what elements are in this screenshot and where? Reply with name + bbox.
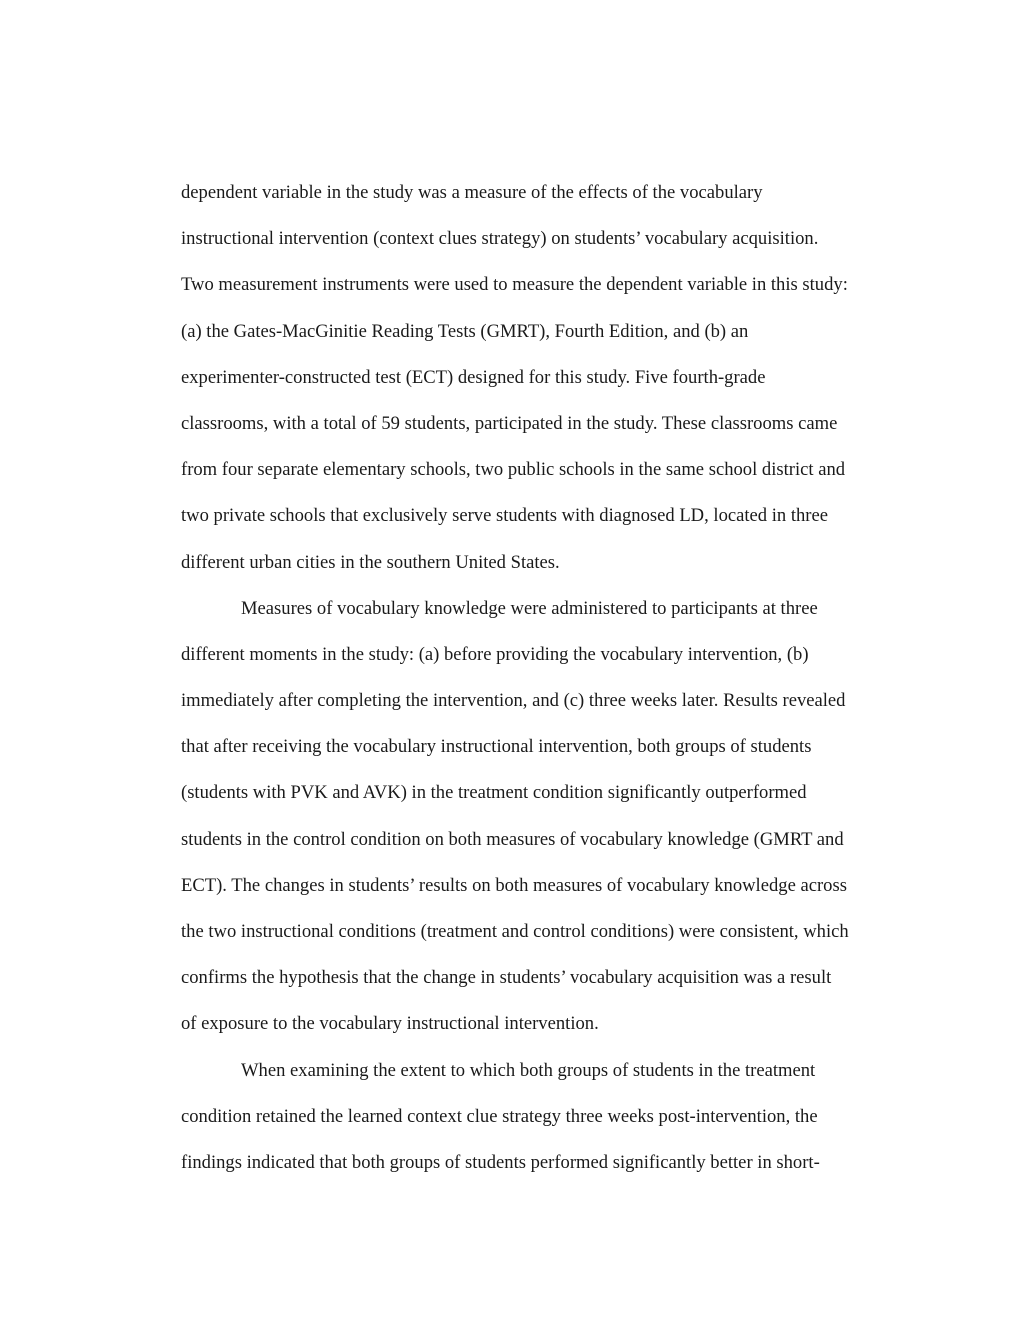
- text-line: students in the control condition on both measures of vocabulary knowledge (GMRT and: [181, 828, 844, 850]
- text-line: ECT). The changes in students’ results on both measures of vocabulary knowledge across: [181, 874, 847, 896]
- text-line: that after receiving the vocabulary instructional intervention, both groups of students: [181, 736, 812, 758]
- paragraph-first-line: When examining the extent to which both groups of students in the treatment: [241, 1059, 816, 1081]
- text-line: the two instructional conditions (treatment and control conditions) were consistent, which: [181, 921, 849, 942]
- text-line: instructional intervention (context clues strategy) on students’ vocabulary acquisition.: [181, 228, 819, 250]
- text-line: of exposure to the vocabulary instructional intervention.: [181, 1013, 599, 1035]
- text-line: from four separate elementary schools, two public schools in the same school district and: [181, 459, 846, 481]
- text-line: confirms the hypothesis that the change in students’ vocabulary acquisition was a result: [181, 967, 832, 989]
- text-line: classrooms, with a total of 59 students, participated in the study. These classrooms came: [181, 412, 838, 434]
- text-line: experimenter-constructed test (ECT) designed for this study. Five fourth-grade: [181, 366, 766, 388]
- body-text: [181, 178, 911, 1194]
- text-line: Two measurement instruments were used to measure the dependent variable in this study:: [181, 274, 848, 296]
- text-line: two private schools that exclusively serve students with diagnosed LD, located in three: [181, 505, 829, 527]
- text-line: (a) the Gates-MacGinitie Reading Tests (GMRT), Fourth Edition, and (b) an: [181, 320, 749, 342]
- text-line: dependent variable in the study was a measure of the effects of the vocabulary: [181, 182, 763, 203]
- text-line: (students with PVK and AVK) in the treatment condition significantly outperformed: [181, 782, 807, 804]
- text-line: condition retained the learned context clue strategy three weeks post-intervention, the: [181, 1105, 818, 1127]
- text-line: immediately after completing the intervention, and (c) three weeks later. Results revealed: [181, 690, 846, 712]
- text-line: different urban cities in the southern United States.: [181, 551, 560, 573]
- text-line: different moments in the study: (a) before providing the vocabulary intervention, (b): [181, 643, 809, 665]
- text-line: findings indicated that both groups of students performed significantly better in short-: [181, 1151, 820, 1173]
- paragraph-first-line: Measures of vocabulary knowledge were administered to participants at three: [241, 597, 818, 619]
